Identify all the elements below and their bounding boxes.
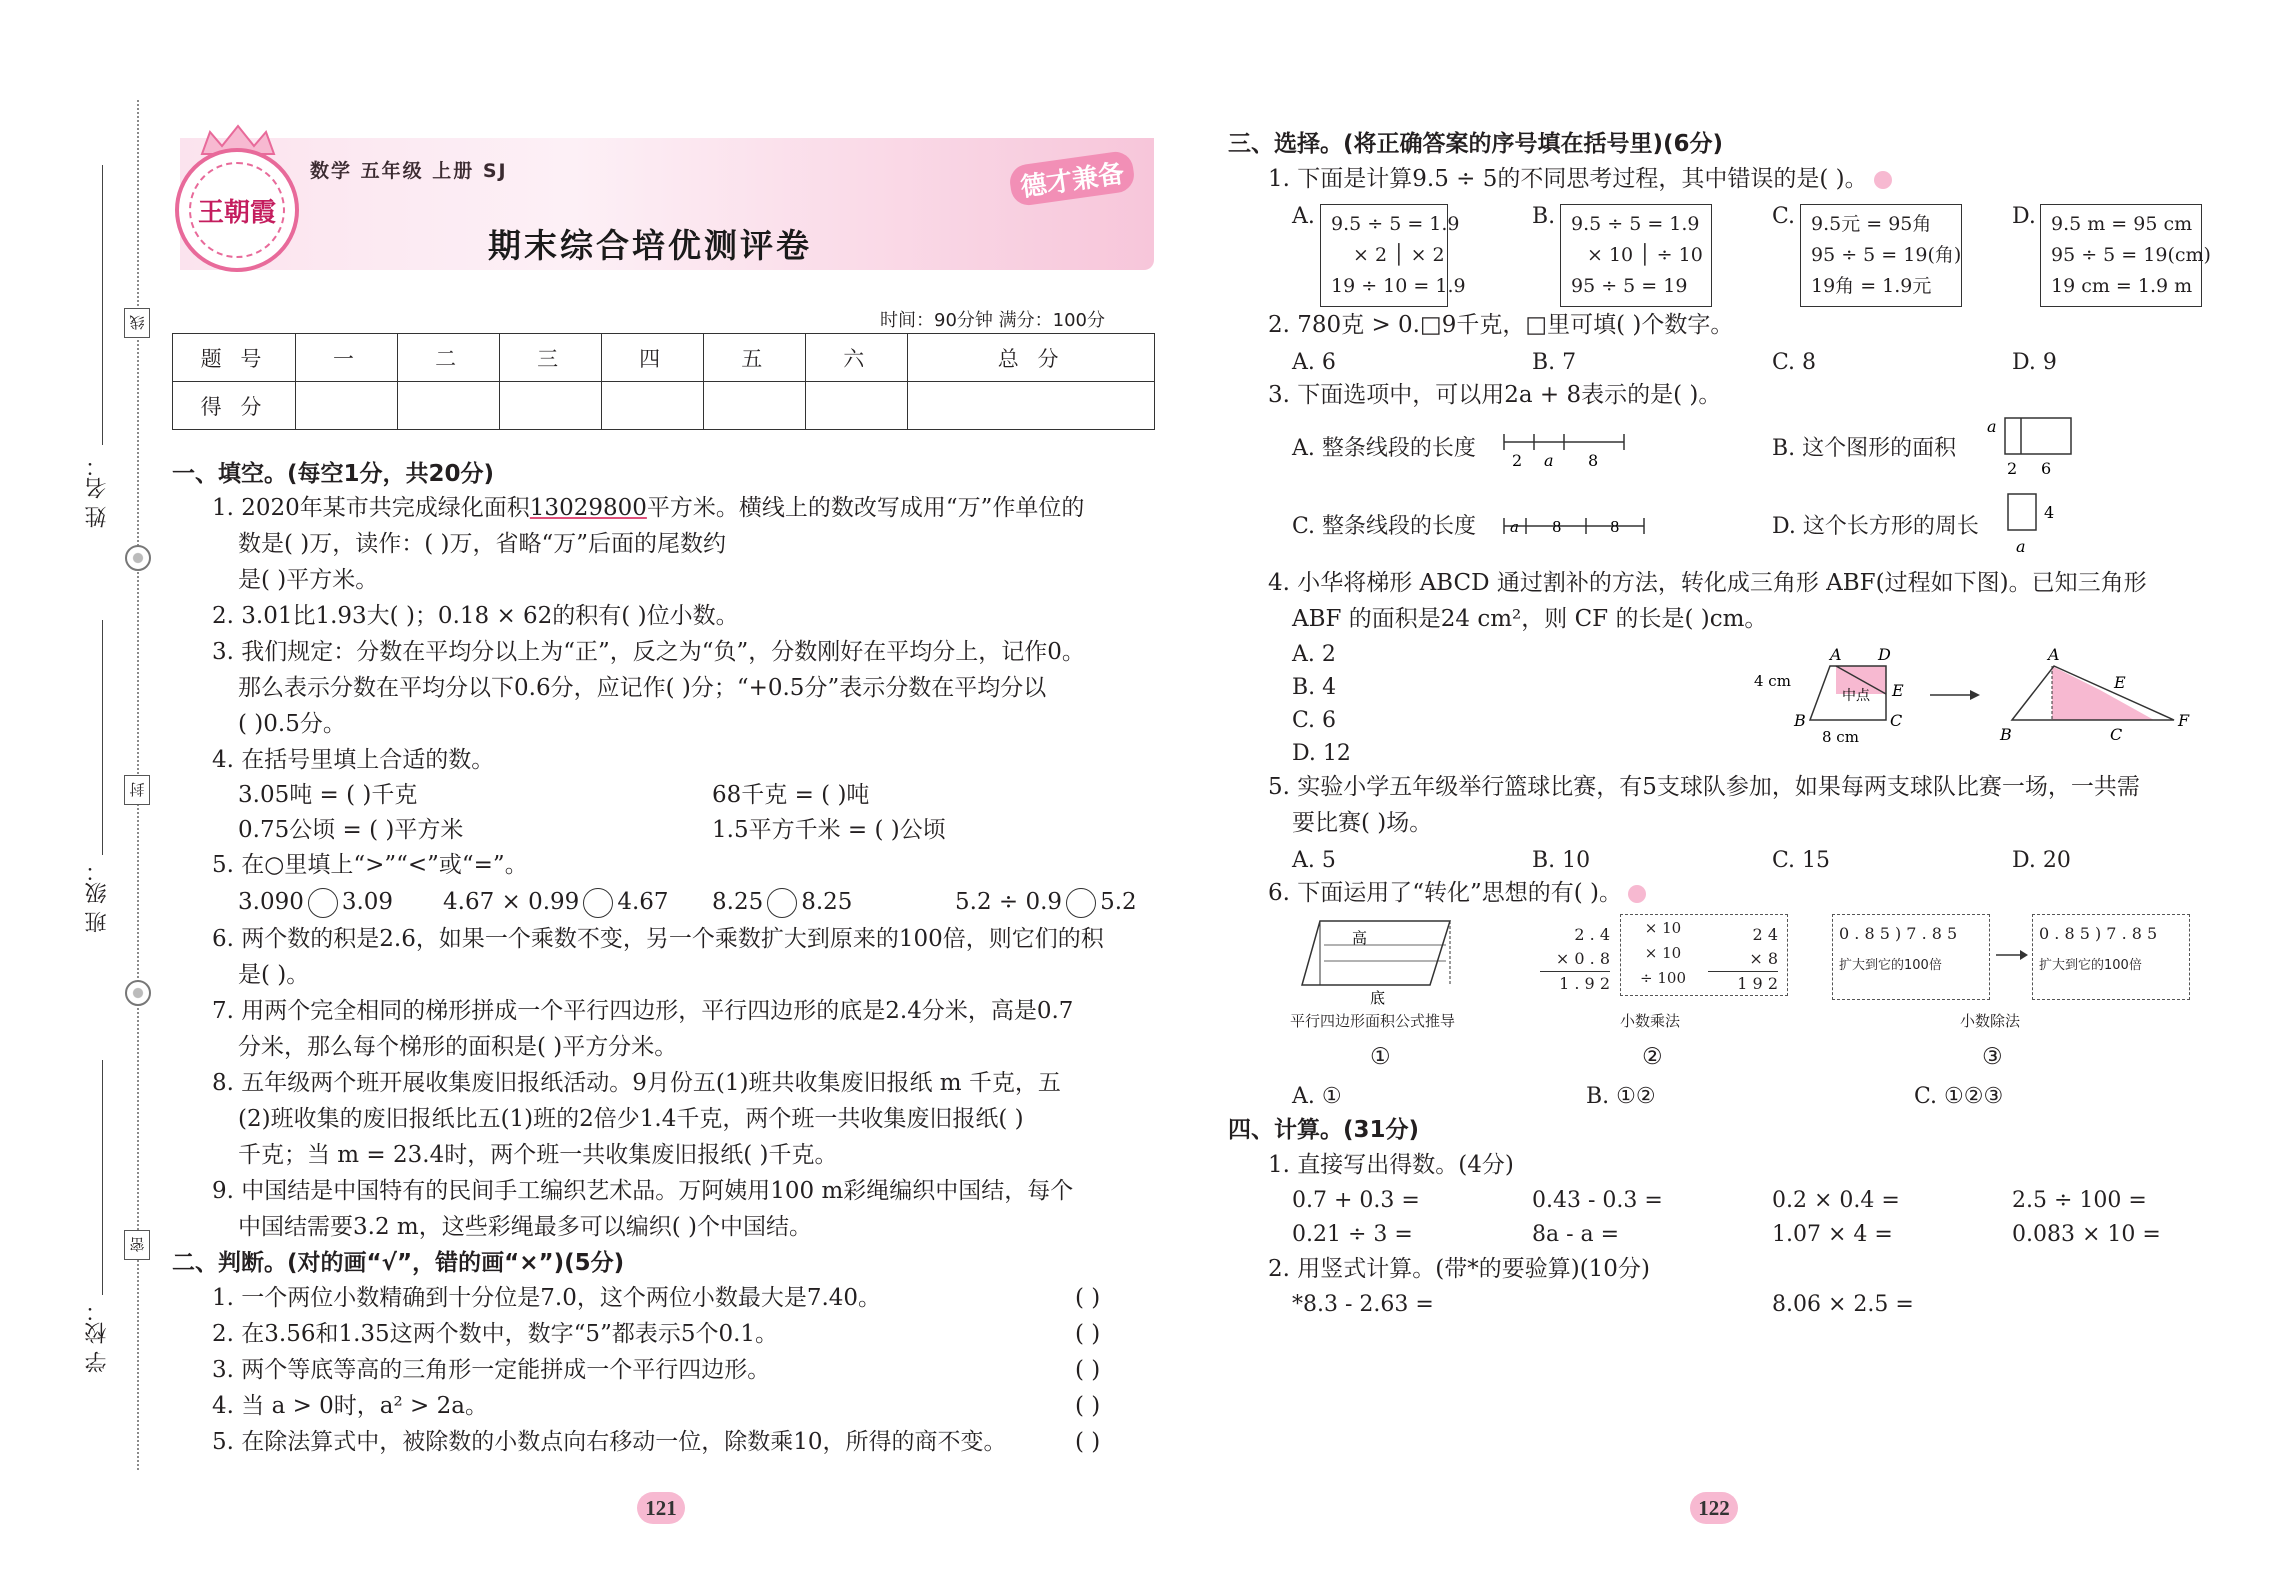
question-6-line-2: 是( )。 (238, 962, 310, 988)
choice-6-text: 6. 下面运用了“转化”思想的有( )。 (1268, 880, 1623, 906)
calc-line: 1 9 2 (1737, 974, 1778, 993)
binding-mark-seal: 封 (124, 775, 150, 805)
calc-line: × 10 (1644, 919, 1682, 937)
binding-ring-icon (125, 545, 151, 571)
choice-3: 3. 下面选项中，可以用2a + 8表示的是( )。 (1268, 382, 1722, 408)
segment-label: 2 (1512, 451, 1523, 468)
choice-1-C-box (1800, 204, 1962, 307)
table-cell: 题 号 (173, 334, 296, 382)
rect-label: 6 (2041, 459, 2052, 478)
calc-item: 0.2 × 0.4 = (1772, 1188, 1900, 1213)
trapezoid-diagram (1750, 640, 2200, 755)
judge-4: 4. 当 a > 0时，a² > 2a。 (212, 1393, 488, 1419)
table-row (173, 382, 1155, 430)
question-8-line-1: 8. 五年级两个班开展收集废旧报纸活动。9月份五(1)班共收集废旧报纸 m 千克，五 (212, 1070, 1061, 1096)
question-8-line-2: (2)班收集的废旧报纸比五(1)班的2倍少1.4千克，两个班一共收集废旧报纸( ) (238, 1106, 1024, 1132)
answer-paren[interactable]: ( ) (1075, 1429, 1101, 1455)
compare-circle[interactable] (767, 888, 797, 918)
choice-1-A-box (1320, 204, 1466, 307)
segment-diagram-a (1500, 428, 1630, 468)
length-label: 8 cm (1822, 728, 1859, 746)
division-box-right (2032, 914, 2190, 1000)
calc-item: 1.07 × 4 = (1772, 1222, 1893, 1247)
choice-4-option[interactable]: B. 4 (1292, 675, 1337, 700)
section-judge-title: 二、判断。(对的画“√”，错的画“×”)(5分) (172, 1250, 625, 1276)
box-line: 19 ÷ 10 = 1.9 (1331, 275, 1466, 297)
point-label: E (2114, 673, 2126, 692)
division-box-left (1832, 914, 1990, 1000)
choice-5-line-1: 5. 实验小学五年级举行篮球比赛，有5支球队参加，如果每两支球队比赛一场，一共需 (1268, 774, 2140, 800)
q5-c-left: 8.25 (712, 889, 764, 915)
choice-5-option[interactable]: D. 20 (2012, 848, 2071, 873)
q5-d-left: 5.2 ÷ 0.9 (955, 889, 1063, 915)
score-input-cell[interactable] (602, 382, 704, 430)
box-line: 95 ÷ 5 = 19(cm) (2051, 244, 2211, 266)
table-row (173, 334, 1155, 382)
table-cell: 五 (704, 334, 806, 382)
choice-3-B[interactable]: B. 这个图形的面积 (1772, 436, 1957, 461)
calc-item: 8a - a = (1532, 1222, 1620, 1247)
school-write-line[interactable] (102, 1060, 103, 1295)
calc-item: 0.21 ÷ 3 = (1292, 1222, 1413, 1247)
choice-4-option[interactable]: D. 12 (1292, 741, 1351, 766)
figure-number-2: ② (1642, 1044, 1663, 1070)
box-line: × 2 │ × 2 (1353, 244, 1445, 266)
point-label: D (1878, 645, 1891, 664)
answer-paren[interactable]: ( ) (1075, 1321, 1101, 1347)
division-note: 扩大到它的100倍 (1839, 958, 1942, 973)
table-cell: 四 (602, 334, 704, 382)
score-input-cell[interactable] (296, 382, 398, 430)
q5-b-right: 4.67 (617, 889, 669, 915)
calc-2-title: 2. 用竖式计算。(带*的要验算)(10分) (1268, 1256, 1650, 1282)
binding-ring-icon (125, 980, 151, 1006)
name-label: 姓 名： (85, 455, 110, 528)
rect-label: a (2016, 537, 2026, 556)
school-label: 学 校： (85, 1300, 110, 1373)
section-fill-title: 一、填空。(每空1分，共20分) (172, 461, 495, 487)
question-1-line-1 (212, 491, 1084, 527)
calc-line: × 8 (1708, 947, 1778, 972)
question-3-line-2: 那么表示分数在平均分以下0.6分，应记作( )分；“+0.5分”表示分数在平均分以 (238, 675, 1047, 701)
judge-2: 2. 在3.56和1.35这两个数中，数字“5”都表示5个0.1。 (212, 1321, 779, 1347)
page-number-right: 122 (1690, 1492, 1738, 1524)
question-7-line-2: 分米，那么每个梯形的面积是( )平方分米。 (238, 1034, 678, 1060)
table-cell: 六 (806, 334, 908, 382)
binding-mark-line: 线 (124, 308, 150, 338)
choice-1-D-label: D. (2012, 204, 2036, 229)
box-line: 9.5元 = 95角 (1811, 213, 1932, 235)
q1-text-b: 平方米。横线上的数改写成用“万”作单位的 (646, 495, 1085, 521)
calc-item: *8.3 - 2.63 = (1292, 1292, 1434, 1317)
point-label: C (1890, 711, 1903, 730)
calc-line: 1 . 9 2 (1559, 974, 1610, 993)
box-line: 19角 = 1.9元 (1811, 275, 1932, 297)
score-input-cell[interactable] (806, 382, 908, 430)
calc-item: 0.7 + 0.3 = (1292, 1188, 1420, 1213)
question-4: 4. 在括号里填上合适的数。 (212, 747, 495, 773)
point-label: B (1794, 711, 1806, 730)
box-line: 95 ÷ 5 = 19(角) (1811, 244, 1962, 266)
class-label: 班 级： (85, 860, 110, 933)
class-write-line[interactable] (102, 620, 103, 855)
multiplication-arrows (1628, 916, 1698, 991)
compare-circle[interactable] (308, 888, 338, 918)
q5-c-right: 8.25 (801, 889, 853, 915)
logo-text: 王朝霞 (189, 162, 285, 258)
point-label: A (1830, 645, 1842, 664)
segment-label: 8 (1552, 518, 1562, 536)
box-line: 95 ÷ 5 = 19 (1571, 275, 1688, 297)
judge-3: 3. 两个等底等高的三角形一定能拼成一个平行四边形。 (212, 1357, 771, 1383)
figure-label: 底 (1370, 989, 1386, 1005)
q5-a-left: 3.090 (238, 889, 304, 915)
choice-1-A-label: A. (1292, 204, 1315, 229)
badge: 德才兼备 (1008, 150, 1137, 208)
calc-line: × 10 (1644, 944, 1682, 962)
choice-2-option[interactable]: B. 7 (1532, 350, 1577, 375)
box-line: 9.5 m = 95 cm (2051, 213, 2193, 235)
lightbulb-icon (1874, 171, 1892, 189)
section-choice-title: 三、选择。(将正确答案的序号填在括号里)(6分) (1228, 131, 1724, 157)
segment-diagram-c (1500, 510, 1650, 544)
table-cell: 三 (500, 334, 602, 382)
calc-item: 8.06 × 2.5 = (1772, 1292, 1914, 1317)
calc-line: × 0 . 8 (1540, 947, 1610, 972)
choice-2: 2. 780克 > 0.□9千克，□里可填( )个数字。 (1268, 312, 1734, 338)
question-6-line-1: 6. 两个数的积是2.6，如果一个乘数不变，另一个乘数扩大到原来的100倍，则它们的积 (212, 926, 1104, 952)
section-calc-title: 四、计算。(31分) (1228, 1117, 1420, 1143)
parallelogram-figure (1300, 915, 1470, 1005)
table-cell: 一 (296, 334, 398, 382)
calc-line: 2 4 (1752, 925, 1778, 944)
rect-label: a (1987, 417, 1997, 436)
answer-paren[interactable]: ( ) (1075, 1357, 1101, 1383)
question-8-line-3: 千克；当 m = 23.4时，两个班一共收集废旧报纸( )千克。 (238, 1142, 838, 1168)
choice-5-option[interactable]: B. 10 (1532, 848, 1591, 873)
point-label: F (2178, 711, 2190, 730)
box-line: 9.5 ÷ 5 = 1.9 (1331, 213, 1460, 235)
table-cell: 二 (398, 334, 500, 382)
choice-1-text: 1. 下面是计算9.5 ÷ 5的不同思考过程，其中错误的是( )。 (1268, 166, 1868, 192)
choice-6-option[interactable]: A. ① (1292, 1084, 1342, 1109)
choice-2-option[interactable]: A. 6 (1292, 350, 1336, 375)
page-title: 期末综合培优测评卷 (488, 226, 812, 265)
division-expression: 0 . 8 5 ) 7 . 8 5 (2039, 924, 2158, 943)
question-5-a (238, 885, 393, 921)
point-label: C (2110, 725, 2123, 744)
rectangle-diagram-b (1985, 410, 2085, 480)
question-4-c: 0.75公顷 = ( )平方米 (238, 817, 464, 843)
arrow-right-icon (1994, 945, 2030, 965)
choice-3-A[interactable]: A. 整条线段的长度 (1292, 436, 1476, 461)
question-2: 2. 3.01比1.93大( )；0.18 × 62的积有( )位小数。 (212, 603, 739, 629)
box-line: × 10 │ ÷ 10 (1587, 244, 1703, 266)
figure-number-1: ① (1370, 1044, 1391, 1070)
question-9-line-2: 中国结需要3.2 m，这些彩绳最多可以编织( )个中国结。 (238, 1214, 812, 1240)
choice-1-B-box (1560, 204, 1712, 307)
score-input-cell[interactable] (908, 382, 1155, 430)
figure-number-3: ③ (1982, 1044, 2003, 1070)
figure-1-caption: 平行四边形面积公式推导 (1290, 1012, 1456, 1030)
lightbulb-icon (1628, 885, 1646, 903)
calc-line: 2 . 4 (1574, 925, 1610, 944)
choice-5-option[interactable]: A. 5 (1292, 848, 1336, 873)
question-3-line-3: ( )0.5分。 (238, 711, 346, 737)
score-input-cell[interactable] (704, 382, 806, 430)
logo (175, 148, 299, 272)
q1-underlined-number: 13029800 (529, 495, 647, 521)
division-expression: 0 . 8 5 ) 7 . 8 5 (1839, 924, 1958, 943)
segment-label: 8 (1610, 518, 1620, 536)
segment-label: a (1544, 451, 1554, 468)
choice-2-option[interactable]: D. 9 (2012, 350, 2057, 375)
question-1-line-3: 是( )平方米。 (238, 567, 379, 593)
figure-2-caption: 小数乘法 (1620, 1012, 1681, 1030)
score-input-cell[interactable] (398, 382, 500, 430)
segment-label: 8 (1588, 451, 1599, 468)
point-label: B (2000, 725, 2012, 744)
choice-1-D-box (2040, 204, 2211, 307)
figure-label: 高 (1352, 929, 1368, 947)
question-4-b: 68千克 = ( )吨 (712, 782, 870, 808)
compare-circle[interactable] (1066, 888, 1096, 918)
q1-text-a: 1. 2020年某市共完成绿化面积 (212, 495, 530, 521)
choice-1-B-label: B. (1532, 204, 1556, 229)
judge-5: 5. 在除法算式中，被除数的小数点向右移动一位，除数乘10，所得的商不变。 (212, 1429, 1007, 1455)
judge-1: 1. 一个两位小数精确到十分位是7.0，这个两位小数最大是7.40。 (212, 1285, 882, 1311)
name-write-line[interactable] (102, 165, 103, 445)
question-3-line-1: 3. 我们规定：分数在平均分以上为“正”，反之为“负”，分数刚好在平均分上，记作0。 (212, 639, 1085, 665)
rect-label: 2 (2007, 459, 2018, 478)
choice-4-line-2: ABF 的面积是24 cm²，则 CF 的长是( )cm。 (1292, 606, 1768, 632)
q5-a-right: 3.09 (341, 889, 394, 915)
score-input-cell[interactable] (500, 382, 602, 430)
choice-3-D[interactable]: D. 这个长方形的周长 (1772, 514, 1979, 539)
division-note: 扩大到它的100倍 (2039, 958, 2142, 973)
figure-3-caption: 小数除法 (1960, 1012, 2021, 1030)
calc-item: 0.083 × 10 = (2012, 1222, 2161, 1247)
point-label: E (1892, 681, 1904, 700)
multiplication-left (1540, 923, 1610, 996)
q5-b-left: 4.67 × 0.99 (443, 889, 580, 915)
choice-1-C-label: C. (1772, 204, 1796, 229)
score-table (172, 333, 1155, 430)
question-9-line-1: 9. 中国结是中国特有的民间手工编织艺术品。万阿姨用100 m彩绳编织中国结，每个 (212, 1178, 1074, 1204)
choice-1 (1268, 162, 1892, 198)
time-info: 时间：90分钟 满分：100分 (880, 310, 1105, 331)
table-cell: 总 分 (908, 334, 1155, 382)
calc-item: 0.43 - 0.3 = (1532, 1188, 1663, 1213)
question-4-d: 1.5平方千米 = ( )公顷 (712, 817, 946, 843)
question-5-b (443, 885, 669, 921)
choice-2-option[interactable]: C. 8 (1772, 350, 1817, 375)
q5-d-right: 5.2 (1100, 889, 1137, 915)
segment-label: a (1510, 518, 1519, 536)
question-7-line-1: 7. 用两个完全相同的梯形拼成一个平行四边形，平行四边形的底是2.4分米，高是0.7 (212, 998, 1074, 1024)
question-5-c (712, 885, 852, 921)
question-5: 5. 在○里填上“>”“<”或“=”。 (212, 852, 528, 878)
table-cell: 得 分 (173, 382, 296, 430)
choice-6-option[interactable]: C. ①②③ (1914, 1084, 2004, 1109)
multiplication-right (1708, 923, 1778, 996)
midpoint-label: 中点 (1842, 688, 1870, 704)
choice-6 (1268, 876, 1646, 912)
box-line: 9.5 ÷ 5 = 1.9 (1571, 213, 1700, 235)
question-1-line-2: 数是( )万，读作：( )万，省略“万”后面的尾数约 (238, 531, 727, 557)
subject-line: 数学 五年级 上册 SJ (310, 160, 508, 182)
answer-paren[interactable]: ( ) (1075, 1393, 1101, 1419)
choice-4-line-1: 4. 小华将梯形 ABCD 通过割补的方法，转化成三角形 ABF(过程如下图)。已知三角形 (1268, 570, 2147, 596)
choice-5-line-2: 要比赛( )场。 (1292, 810, 1433, 836)
choice-5-option[interactable]: C. 15 (1772, 848, 1831, 873)
choice-6-option[interactable]: B. ①② (1586, 1084, 1656, 1109)
calc-line: ÷ 100 (1640, 969, 1686, 987)
point-label: A (2048, 645, 2060, 664)
calc-1-title: 1. 直接写出得数。(4分) (1268, 1152, 1514, 1178)
choice-4-option[interactable]: A. 2 (1292, 642, 1336, 667)
question-4-a: 3.05吨 = ( )千克 (238, 782, 418, 808)
binding-mark-secret: 密 (124, 1230, 150, 1260)
rectangle-diagram-d (2000, 490, 2060, 570)
question-5-d (955, 885, 1137, 921)
length-label: 4 cm (1754, 672, 1791, 690)
box-line: 19 cm = 1.9 m (2051, 275, 2193, 297)
rect-label: 4 (2044, 503, 2055, 522)
choice-3-C[interactable]: C. 整条线段的长度 (1292, 514, 1477, 539)
compare-circle[interactable] (583, 888, 613, 918)
answer-paren[interactable]: ( ) (1075, 1285, 1101, 1311)
calc-item: 2.5 ÷ 100 = (2012, 1188, 2147, 1213)
choice-4-option[interactable]: C. 6 (1292, 708, 1337, 733)
page-number-left: 121 (637, 1492, 685, 1524)
